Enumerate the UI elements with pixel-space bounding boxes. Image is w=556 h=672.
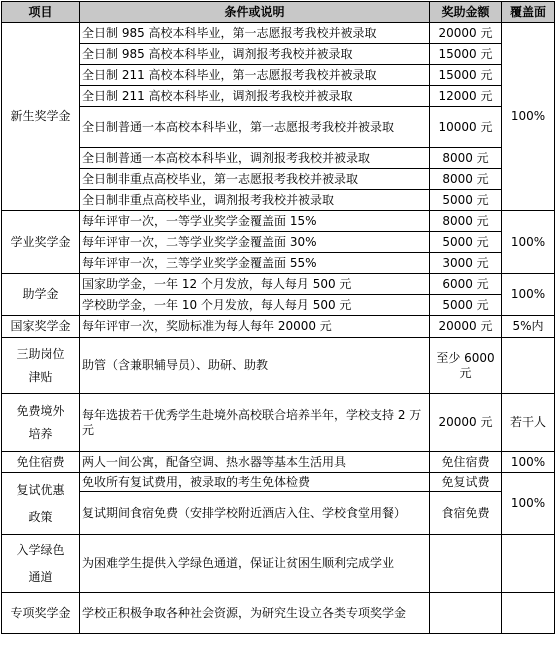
project-line: 三助岗位: [16, 346, 65, 361]
table-row: [2, 316, 555, 338]
condition-cell: 免收所有复试费用，被录取的考生免体检费: [80, 473, 430, 492]
amount-cell: [430, 535, 502, 593]
project-line: 入学绿色: [16, 542, 65, 557]
table-row: [2, 253, 555, 274]
scholarship-table: [1, 1, 555, 634]
amount-cell: 免复试费: [430, 473, 502, 492]
coverage-cell: 100%: [502, 473, 555, 535]
header-coverage: 覆盖面: [502, 2, 555, 23]
condition-cell: 全日制非重点高校毕业，第一志愿报考我校并被录取: [80, 169, 430, 190]
project-cell: 学业奖学金: [2, 211, 80, 274]
condition-cell: 学校正积极争取各种社会资源，为研究生设立各类专项奖学金: [80, 593, 430, 634]
project-line: 免费境外: [16, 403, 65, 418]
table-row: [2, 211, 555, 232]
condition-cell: 每年评审一次，一等学业奖学金覆盖面 15%: [80, 211, 430, 232]
amount-cell: 12000 元: [430, 86, 502, 107]
amount-cell: 20000 元: [430, 394, 502, 452]
amount-cell: 5000 元: [430, 190, 502, 211]
condition-cell: 全日制非重点高校毕业，调剂报考我校并被录取: [80, 190, 430, 211]
table-row: [2, 338, 555, 394]
coverage-cell: 100%: [502, 23, 555, 211]
table-row: [2, 492, 555, 535]
table-row: [2, 65, 555, 86]
amount-cell: 20000 元: [430, 316, 502, 338]
project-cell: 专项奖学金: [2, 593, 80, 634]
condition-cell: 全日制普通一本高校本科毕业，调剂报考我校并被录取: [80, 148, 430, 169]
amount-cell: 8000 元: [430, 148, 502, 169]
condition-cell: 每年评审一次，二等学业奖学金覆盖面 30%: [80, 232, 430, 253]
coverage-cell: 若干人: [502, 394, 555, 452]
project-cell: 国家奖学金: [2, 316, 80, 338]
project-cell: 助学金: [2, 274, 80, 316]
condition-cell: 每年评审一次，奖励标准为每人每年 20000 元: [80, 316, 430, 338]
condition-cell: 全日制 985 高校本科毕业，调剂报考我校并被录取: [80, 44, 430, 65]
condition-cell: 全日制 211 高校本科毕业，第一志愿报考我校并被录取: [80, 65, 430, 86]
condition-cell: 每年选拔若干优秀学生赴境外高校联合培养半年，学校支持 2 万元: [80, 394, 430, 452]
table-row: [2, 232, 555, 253]
project-line: 通道: [28, 569, 53, 584]
coverage-cell: 100%: [502, 211, 555, 274]
coverage-cell: 100%: [502, 274, 555, 316]
table-row: [2, 107, 555, 148]
condition-cell: 全日制普通一本高校本科毕业，第一志愿报考我校并被录取: [80, 107, 430, 148]
coverage-cell: 100%: [502, 452, 555, 473]
header-amount: 奖助金额: [430, 2, 502, 23]
coverage-cell: [502, 338, 555, 394]
condition-cell: 学校助学金，一年 10 个月发放，每人每月 500 元: [80, 295, 430, 316]
condition-cell: 每年评审一次，三等学业奖学金覆盖面 55%: [80, 253, 430, 274]
project-line: 津贴: [28, 369, 53, 384]
table-row: [2, 190, 555, 211]
table-row: [2, 473, 555, 492]
project-cell: [2, 535, 80, 593]
amount-line: 元: [459, 365, 472, 380]
table-row: [2, 169, 555, 190]
coverage-cell: [502, 593, 555, 634]
project-cell: 新生奖学金: [2, 23, 80, 211]
table-header-row: [2, 2, 555, 23]
amount-cell: 8000 元: [430, 211, 502, 232]
condition-cell: 助管（含兼职辅导员）、助研、助教: [80, 338, 430, 394]
project-cell: [2, 473, 80, 535]
amount-cell: 免住宿费: [430, 452, 502, 473]
coverage-cell: 5%内: [502, 316, 555, 338]
condition-cell: 全日制 985 高校本科毕业，第一志愿报考我校并被录取: [80, 23, 430, 44]
project-line: 培养: [28, 426, 53, 441]
condition-cell: 为困难学生提供入学绿色通道，保证让贫困生顺利完成学业: [80, 535, 430, 593]
table-row: [2, 535, 555, 593]
amount-cell: 3000 元: [430, 253, 502, 274]
project-cell: [2, 338, 80, 394]
project-cell: [2, 394, 80, 452]
table-row: [2, 295, 555, 316]
amount-cell: 5000 元: [430, 295, 502, 316]
amount-cell: [430, 593, 502, 634]
table-row: [2, 23, 555, 44]
table-row: [2, 593, 555, 634]
table-row: [2, 394, 555, 452]
table-row: [2, 86, 555, 107]
amount-cell: 20000 元: [430, 23, 502, 44]
header-condition: 条件或说明: [80, 2, 430, 23]
condition-cell: 全日制 211 高校本科毕业，调剂报考我校并被录取: [80, 86, 430, 107]
table-row: [2, 452, 555, 473]
project-line: 政策: [28, 509, 53, 524]
table-row: [2, 274, 555, 295]
table-row: [2, 44, 555, 65]
header-project: 项目: [2, 2, 80, 23]
amount-line: 至少 6000: [436, 350, 495, 365]
amount-cell: 10000 元: [430, 107, 502, 148]
amount-cell: 5000 元: [430, 232, 502, 253]
amount-cell: 6000 元: [430, 274, 502, 295]
condition-cell: 国家助学金，一年 12 个月发放，每人每月 500 元: [80, 274, 430, 295]
project-line: 复试优惠: [16, 482, 65, 497]
project-cell: 免住宿费: [2, 452, 80, 473]
amount-cell: [430, 338, 502, 394]
amount-cell: 15000 元: [430, 44, 502, 65]
amount-cell: 15000 元: [430, 65, 502, 86]
condition-cell: 复试期间食宿免费（安排学校附近酒店入住、学校食堂用餐）: [80, 492, 430, 535]
amount-cell: 8000 元: [430, 169, 502, 190]
condition-cell: 两人一间公寓，配备空调、热水器等基本生活用具: [80, 452, 430, 473]
coverage-cell: [502, 535, 555, 593]
table-row: [2, 148, 555, 169]
amount-cell: 食宿免费: [430, 492, 502, 535]
